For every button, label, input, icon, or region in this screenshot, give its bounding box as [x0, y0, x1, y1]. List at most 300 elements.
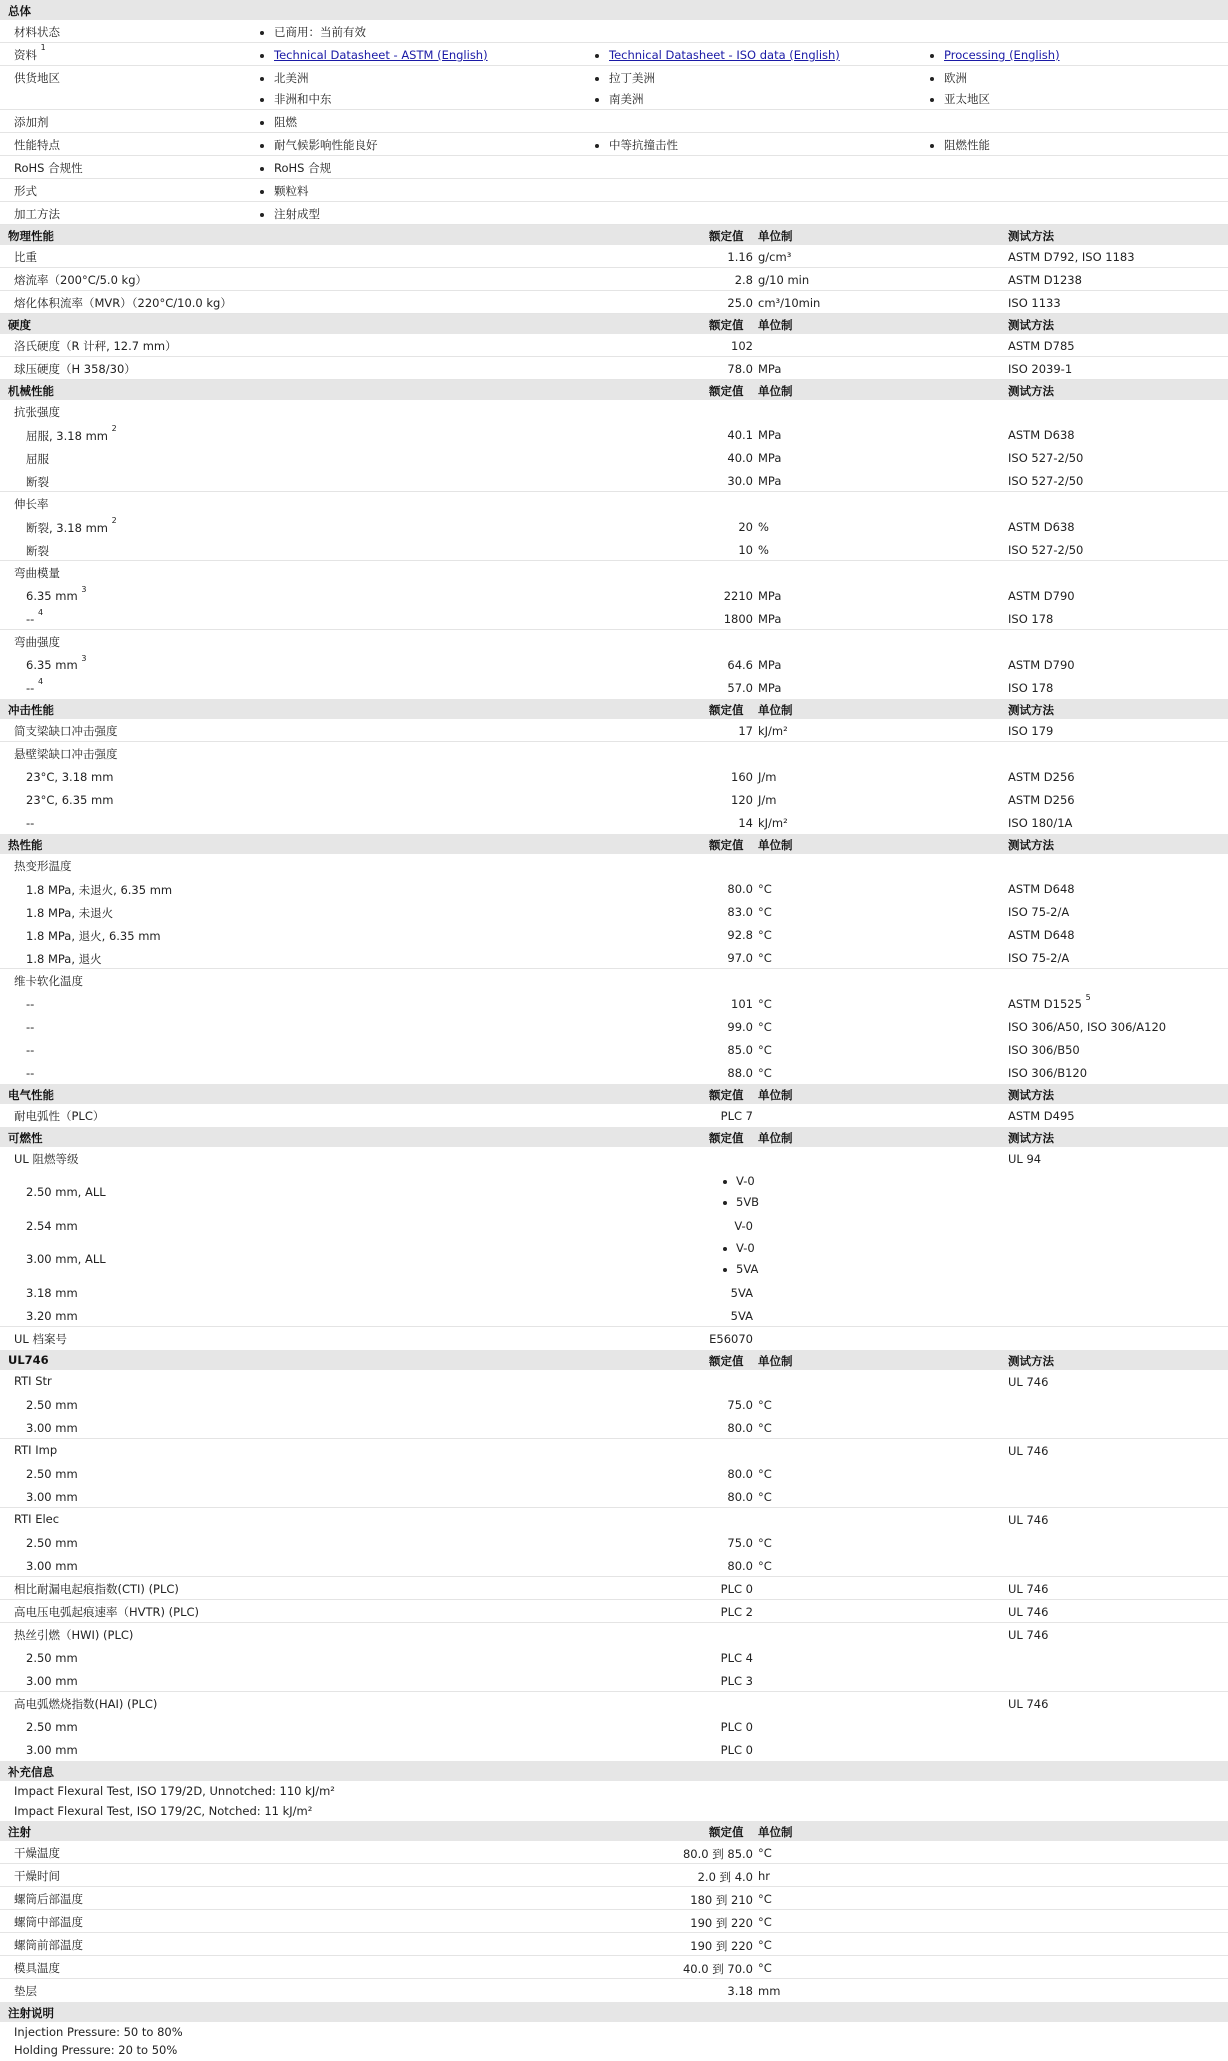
- group-label: 悬壁梁缺口冲击强度: [14, 747, 118, 761]
- property-range: 80.0 到 85.0: [682, 1847, 753, 1861]
- property-unit: °C: [758, 1846, 772, 1860]
- property-value: 17: [738, 724, 753, 738]
- property-value: 3.18: [727, 1984, 753, 1998]
- region-item: 非洲和中东: [260, 91, 332, 107]
- data-row: [0, 676, 1228, 699]
- data-row: [0, 1237, 1228, 1281]
- property-value: 40.0: [727, 451, 753, 465]
- group-label-row: [0, 1692, 1228, 1715]
- feature-item: 耐气候影响性能良好: [260, 137, 378, 153]
- row-value: 已商用：当前有效: [260, 24, 366, 40]
- property-name: 3.00 mm, ALL: [26, 1252, 106, 1266]
- property-method: ASTM D256: [1008, 793, 1075, 807]
- col-header-value: 额定值: [709, 1088, 744, 1102]
- row-label: 添加剂: [14, 115, 49, 129]
- property-method: ASTM D256: [1008, 770, 1075, 784]
- data-row: [0, 1979, 1228, 2002]
- property-method: ASTM D638: [1008, 428, 1075, 442]
- property-method: ISO 179: [1008, 724, 1054, 738]
- note-line: [0, 1781, 1228, 1801]
- property-value: 80.0: [727, 882, 753, 896]
- property-value: 92.8: [727, 928, 753, 942]
- row-label: 加工方法: [14, 207, 60, 221]
- section-general-header: [0, 0, 1228, 20]
- data-row: [0, 1038, 1228, 1061]
- property-name: --: [26, 816, 35, 830]
- property-name: 3.18 mm: [26, 1286, 78, 1300]
- row-label: 供货地区: [14, 71, 60, 85]
- data-row: [0, 765, 1228, 788]
- property-method: ISO 306/B120: [1008, 1066, 1088, 1080]
- data-row: [0, 1841, 1228, 1864]
- group-label-row: [0, 969, 1228, 992]
- property-unit: MPa: [758, 681, 782, 695]
- property-name: 1.8 MPa, 未退火, 6.35 mm: [26, 883, 173, 897]
- property-method: ISO 306/A50, ISO 306/A120: [1008, 1020, 1167, 1034]
- feature-item: 中等抗撞击性: [595, 137, 678, 153]
- property-unit: °C: [758, 951, 772, 965]
- property-unit: °C: [758, 1020, 772, 1034]
- feature-item: 阻燃性能: [930, 137, 990, 153]
- group-label-row: [0, 1623, 1228, 1646]
- group-label: 高电弧燃烧指数(HAI) (PLC): [14, 1697, 158, 1711]
- property-range: 190 到 220: [690, 1939, 753, 1953]
- property-method: ISO 178: [1008, 681, 1054, 695]
- group-label-row: [0, 561, 1228, 584]
- data-row: [0, 788, 1228, 811]
- group-label-row: [0, 1508, 1228, 1531]
- row-form: [0, 179, 1228, 202]
- property-unit: hr: [758, 1869, 771, 1883]
- data-row: [0, 1577, 1228, 1600]
- data-row: [0, 1015, 1228, 1038]
- group-label: RTI Elec: [14, 1512, 60, 1526]
- property-name: 23°C, 6.35 mm: [26, 793, 114, 807]
- section-physical-header: [0, 225, 1228, 245]
- property-unit: J/m: [758, 793, 777, 807]
- property-value: V-0: [734, 1219, 753, 1233]
- rating-item: 5VB: [723, 1195, 759, 1209]
- property-value: 2210: [723, 589, 753, 603]
- data-row: [0, 1147, 1228, 1170]
- note-text: Injection Pressure: 50 to 80%: [14, 2025, 183, 2039]
- property-range: 180 到 210: [690, 1893, 753, 1907]
- group-label-row: [0, 630, 1228, 653]
- property-unit: MPa: [758, 362, 782, 376]
- property-name: 3.00 mm: [26, 1674, 78, 1688]
- data-row: [0, 357, 1228, 380]
- col-header-value: 额定值: [709, 1131, 744, 1145]
- property-name: 6.35 mm $^3$: [26, 585, 87, 603]
- property-unit: MPa: [758, 451, 782, 465]
- section-title: 硬度: [8, 318, 31, 332]
- property-method: ASTM D495: [1008, 1109, 1075, 1123]
- row-value: 颗粒料: [260, 183, 309, 199]
- property-method: UL 746: [1008, 1444, 1049, 1458]
- section-ul746-header: [0, 1350, 1228, 1370]
- col-header-unit: 单位制: [758, 1825, 793, 1839]
- col-header-method: 测试方法: [1008, 229, 1054, 243]
- property-unit: J/m: [758, 770, 777, 784]
- col-header-method: 测试方法: [1008, 838, 1054, 852]
- section-impact-header: [0, 699, 1228, 719]
- col-header-value: 额定值: [709, 1354, 744, 1368]
- property-name: 干燥温度: [14, 1846, 60, 1860]
- doc-link-astm[interactable]: Technical Datasheet - ASTM (English): [260, 48, 488, 62]
- property-value: PLC 0: [720, 1720, 753, 1734]
- note-line: [0, 2041, 1228, 2060]
- row-rohs: [0, 156, 1228, 179]
- property-name: -- $^4$: [26, 677, 44, 695]
- property-method: ISO 178: [1008, 612, 1054, 626]
- property-value: 99.0: [727, 1020, 753, 1034]
- property-unit: °C: [758, 1467, 772, 1481]
- property-name: 2.50 mm: [26, 1651, 78, 1665]
- property-range: 40.0 到 70.0: [682, 1962, 753, 1976]
- region-item: 南美洲: [595, 91, 644, 107]
- property-value: 80.0: [727, 1490, 753, 1504]
- section-title: 冲击性能: [8, 703, 54, 717]
- col-header-method: 测试方法: [1008, 1088, 1054, 1102]
- property-unit: %: [758, 520, 769, 534]
- col-header-value: 额定值: [709, 318, 744, 332]
- col-header-value: 额定值: [709, 229, 744, 243]
- property-range: 190 到 220: [690, 1916, 753, 1930]
- note-text: Impact Flexural Test, ISO 179/2C, Notched: 11 kJ/m²: [14, 1804, 313, 1818]
- data-row: [0, 1327, 1228, 1350]
- property-name: UL 档案号: [14, 1332, 67, 1346]
- group-label: 热丝引燃（HWI) (PLC): [14, 1628, 134, 1642]
- col-header-unit: 单位制: [758, 838, 793, 852]
- property-unit: MPa: [758, 612, 782, 626]
- property-unit: °C: [758, 1915, 772, 1929]
- property-method: ASTM D1525 $^5$: [1008, 993, 1091, 1011]
- data-row: [0, 268, 1228, 291]
- data-row: [0, 515, 1228, 538]
- property-name: 熔流率（200°C/5.0 kg）: [14, 273, 148, 287]
- group-label: 伸长率: [14, 497, 49, 511]
- property-value: 75.0: [727, 1398, 753, 1412]
- data-row: [0, 1956, 1228, 1979]
- data-row: [0, 291, 1228, 314]
- section-title: 注射: [8, 1825, 31, 1839]
- property-name: 3.00 mm: [26, 1421, 78, 1435]
- row-label: 性能特点: [14, 138, 60, 152]
- rating-item: V-0: [723, 1241, 755, 1255]
- group-label: 抗张强度: [14, 405, 60, 419]
- property-unit: °C: [758, 1961, 772, 1975]
- property-name: 3.00 mm: [26, 1490, 78, 1504]
- data-row: [0, 1715, 1228, 1738]
- property-name: 干燥时间: [14, 1869, 60, 1883]
- col-header-value: 额定值: [709, 384, 744, 398]
- col-header-method: 测试方法: [1008, 1354, 1054, 1368]
- property-value: 14: [738, 816, 753, 830]
- property-name: 螺筒后部温度: [14, 1892, 83, 1906]
- group-label-row: [0, 492, 1228, 515]
- data-row: [0, 923, 1228, 946]
- data-row: [0, 900, 1228, 923]
- section-title: 可燃性: [8, 1131, 43, 1145]
- col-header-unit: 单位制: [758, 1088, 793, 1102]
- group-label-row: [0, 854, 1228, 877]
- section-title: 机械性能: [8, 384, 54, 398]
- col-header-value: 额定值: [709, 1825, 744, 1839]
- property-unit: %: [758, 543, 769, 557]
- section-injection-header: [0, 1821, 1228, 1841]
- col-header-method: 测试方法: [1008, 318, 1054, 332]
- doc-link-processing[interactable]: Processing (English): [930, 48, 1060, 62]
- data-row: [0, 1887, 1228, 1910]
- property-value: 25.0: [727, 296, 753, 310]
- property-name: -- $^4$: [26, 608, 44, 626]
- property-value: 40.1: [727, 428, 753, 442]
- group-label: 维卡软化温度: [14, 974, 83, 988]
- section-supplement-header: [0, 1761, 1228, 1781]
- data-row: [0, 584, 1228, 607]
- property-name: UL 阻燃等级: [14, 1152, 79, 1166]
- data-row: [0, 877, 1228, 900]
- section-title: 物理性能: [8, 229, 54, 243]
- property-name: 熔化体积流率（MVR）（220°C/10.0 kg）: [14, 296, 232, 310]
- property-name: 2.50 mm: [26, 1398, 78, 1412]
- property-value: 75.0: [727, 1536, 753, 1550]
- row-process: [0, 202, 1228, 225]
- data-row: [0, 653, 1228, 676]
- property-name: 1.8 MPa, 未退火: [26, 906, 114, 920]
- group-label: 弯曲模量: [14, 566, 60, 580]
- property-method: ASTM D790: [1008, 589, 1075, 603]
- property-value: 78.0: [727, 362, 753, 376]
- property-unit: °C: [758, 1892, 772, 1906]
- property-name: 球压硬度（H 358/30）: [14, 362, 136, 376]
- property-method: UL 746: [1008, 1375, 1049, 1389]
- data-row: [0, 1669, 1228, 1692]
- property-value: 5VA: [730, 1309, 753, 1323]
- property-method: UL 746: [1008, 1628, 1049, 1642]
- property-name: 模具温度: [14, 1961, 60, 1975]
- property-method: ASTM D785: [1008, 339, 1075, 353]
- property-method: ISO 527-2/50: [1008, 451, 1084, 465]
- section-title: 总体: [8, 4, 31, 18]
- data-row: [0, 719, 1228, 742]
- group-label-row: [0, 1439, 1228, 1462]
- property-unit: g/cm³: [758, 250, 792, 264]
- row-label: 资料 $^1$: [14, 43, 46, 62]
- row-features: [0, 133, 1228, 156]
- section-title: 热性能: [8, 838, 43, 852]
- property-name: 3.00 mm: [26, 1559, 78, 1573]
- property-unit: MPa: [758, 658, 782, 672]
- property-unit: mm: [758, 1984, 781, 1998]
- region-item: 北美洲: [260, 70, 309, 86]
- property-unit: MPa: [758, 589, 782, 603]
- property-value: 85.0: [727, 1043, 753, 1057]
- property-name: 比重: [14, 250, 37, 264]
- property-value: 120: [731, 793, 753, 807]
- property-value: 101: [731, 997, 753, 1011]
- property-value: 80.0: [727, 1559, 753, 1573]
- row-status: [0, 20, 1228, 43]
- row-additive: [0, 110, 1228, 133]
- data-row: [0, 1104, 1228, 1127]
- property-value: PLC 7: [720, 1109, 753, 1123]
- property-unit: °C: [758, 1398, 772, 1412]
- row-value: RoHS 合规: [260, 160, 331, 176]
- property-name: 断裂, 3.18 mm $^2$: [26, 516, 117, 535]
- property-value: 83.0: [727, 905, 753, 919]
- row-label: 材料状态: [14, 25, 60, 39]
- property-value: 160: [731, 770, 753, 784]
- property-unit: °C: [758, 1043, 772, 1057]
- doc-link-iso[interactable]: Technical Datasheet - ISO data (English): [595, 48, 840, 62]
- property-value: PLC 4: [720, 1651, 753, 1665]
- property-name: 1.8 MPa, 退火: [26, 952, 102, 966]
- note-text: Holding Pressure: 20 to 50%: [14, 2043, 178, 2057]
- property-name: 23°C, 3.18 mm: [26, 770, 114, 784]
- data-row: [0, 1864, 1228, 1887]
- note-line: [0, 1801, 1228, 1821]
- property-name: 简支梁缺口冲击强度: [14, 724, 118, 738]
- section-title: 电气性能: [8, 1088, 54, 1102]
- col-header-unit: 单位制: [758, 318, 793, 332]
- data-row: [0, 811, 1228, 834]
- data-row: [0, 1531, 1228, 1554]
- property-name: --: [26, 1020, 35, 1034]
- data-row: [0, 946, 1228, 969]
- property-value: 57.0: [727, 681, 753, 695]
- group-label: RTI Imp: [14, 1443, 58, 1457]
- property-name: --: [26, 1043, 35, 1057]
- property-name: 断裂: [26, 475, 49, 489]
- property-method: ASTM D648: [1008, 928, 1075, 942]
- data-row: [0, 446, 1228, 469]
- group-label: RTI Str: [14, 1374, 52, 1388]
- property-name: 螺筒前部温度: [14, 1938, 83, 1952]
- data-row: [0, 1933, 1228, 1956]
- property-method: ASTM D1238: [1008, 273, 1082, 287]
- property-method: ISO 1133: [1008, 296, 1061, 310]
- property-name: 垫层: [14, 1984, 37, 1998]
- data-row: [0, 1393, 1228, 1416]
- property-method: UL 746: [1008, 1605, 1049, 1619]
- property-value: PLC 0: [720, 1743, 753, 1757]
- data-row: [0, 245, 1228, 268]
- property-value: PLC 3: [720, 1674, 753, 1688]
- property-value: 102: [731, 339, 753, 353]
- property-method: ISO 75-2/A: [1008, 905, 1070, 919]
- property-name: 2.50 mm: [26, 1536, 78, 1550]
- col-header-unit: 单位制: [758, 1131, 793, 1145]
- property-value: 80.0: [727, 1421, 753, 1435]
- property-method: ISO 75-2/A: [1008, 951, 1070, 965]
- data-row: [0, 1170, 1228, 1214]
- section-thermal-header: [0, 834, 1228, 854]
- property-method: ASTM D648: [1008, 882, 1075, 896]
- property-method: ISO 306/B50: [1008, 1043, 1080, 1057]
- col-header-value: 额定值: [709, 838, 744, 852]
- data-row: [0, 334, 1228, 357]
- property-name: 相比耐漏电起痕指数(CTI) (PLC): [14, 1582, 179, 1596]
- col-header-method: 测试方法: [1008, 703, 1054, 717]
- property-name: 6.35 mm $^3$: [26, 654, 87, 672]
- col-header-unit: 单位制: [758, 703, 793, 717]
- data-row: [0, 607, 1228, 630]
- row-value: 阻燃: [260, 114, 297, 130]
- property-method: ISO 527-2/50: [1008, 474, 1084, 488]
- section-title: 补充信息: [8, 1765, 54, 1779]
- property-value: 88.0: [727, 1066, 753, 1080]
- property-method: ASTM D790: [1008, 658, 1075, 672]
- property-method: ASTM D792, ISO 1183: [1008, 250, 1135, 264]
- data-row: [0, 1554, 1228, 1577]
- property-method: ASTM D638: [1008, 520, 1075, 534]
- property-unit: MPa: [758, 474, 782, 488]
- section-flammability-header: [0, 1127, 1228, 1147]
- property-value: 80.0: [727, 1467, 753, 1481]
- property-name: 洛氏硬度（R 计秤, 12.7 mm）: [14, 339, 177, 353]
- col-header-unit: 单位制: [758, 1354, 793, 1368]
- property-name: 2.54 mm: [26, 1219, 78, 1233]
- data-row: [0, 1304, 1228, 1327]
- property-unit: °C: [758, 905, 772, 919]
- property-value: 64.6: [727, 658, 753, 672]
- row-value: 注射成型: [260, 206, 320, 222]
- property-value: 20: [738, 520, 753, 534]
- data-row: [0, 469, 1228, 492]
- property-value: 1.16: [727, 250, 753, 264]
- property-name: 1.8 MPa, 退火, 6.35 mm: [26, 929, 161, 943]
- property-unit: °C: [758, 997, 772, 1011]
- data-row: [0, 1485, 1228, 1508]
- property-name: 高电压电弧起痕速率（HVTR) (PLC): [14, 1605, 200, 1619]
- property-name: 3.20 mm: [26, 1309, 78, 1323]
- region-item: 拉丁美洲: [595, 70, 655, 86]
- data-row: [0, 992, 1228, 1015]
- property-value: PLC 0: [720, 1582, 753, 1596]
- row-label: RoHS 合规性: [14, 161, 83, 175]
- property-unit: MPa: [758, 428, 782, 442]
- property-name: 2.50 mm: [26, 1467, 78, 1481]
- property-value: 97.0: [727, 951, 753, 965]
- col-header-unit: 单位制: [758, 229, 793, 243]
- property-unit: kJ/m²: [758, 724, 788, 738]
- data-row: [0, 1214, 1228, 1237]
- property-unit: °C: [758, 1421, 772, 1435]
- property-value: 10: [738, 543, 753, 557]
- property-name: 螺筒中部温度: [14, 1915, 83, 1929]
- property-unit: g/10 min: [758, 273, 810, 287]
- section-title: UL746: [8, 1353, 49, 1367]
- data-row: [0, 1910, 1228, 1933]
- group-label-row: [0, 1370, 1228, 1393]
- property-name: --: [26, 1066, 35, 1080]
- property-unit: °C: [758, 882, 772, 896]
- data-row: [0, 1061, 1228, 1084]
- property-method: UL 746: [1008, 1513, 1049, 1527]
- property-unit: °C: [758, 928, 772, 942]
- property-name: --: [26, 997, 35, 1011]
- group-label-row: [0, 742, 1228, 765]
- property-method: UL 746: [1008, 1697, 1049, 1711]
- rating-item: 5VA: [723, 1262, 758, 1276]
- property-unit: °C: [758, 1536, 772, 1550]
- region-item: 亚太地区: [930, 91, 990, 107]
- property-method: ISO 527-2/50: [1008, 543, 1084, 557]
- row-label: 形式: [14, 184, 37, 198]
- property-method: ISO 2039-1: [1008, 362, 1073, 376]
- property-value: PLC 2: [720, 1605, 753, 1619]
